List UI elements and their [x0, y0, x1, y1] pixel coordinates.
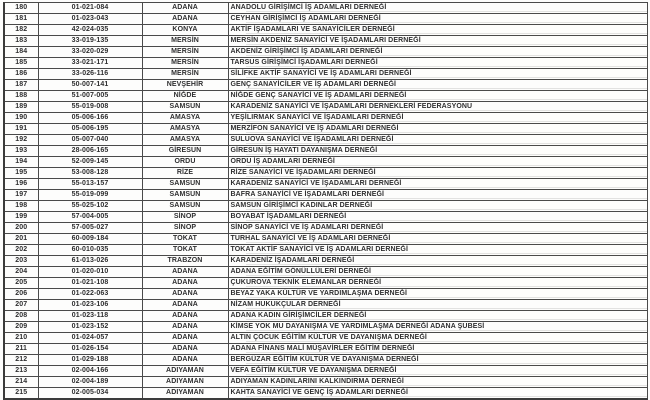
row-number-cell: 181 [4, 14, 38, 25]
city-cell: ADANA [142, 267, 228, 278]
registration-code-cell: 57-004-005 [38, 212, 142, 223]
table-row [4, 69, 648, 80]
registration-code-cell: 51-007-005 [38, 91, 142, 102]
row-number-cell: 191 [4, 124, 38, 135]
table-row [4, 47, 648, 58]
registration-code-cell: 55-019-008 [38, 102, 142, 113]
registration-code-cell: 55-013-157 [38, 179, 142, 190]
row-number-cell: 210 [4, 333, 38, 344]
registration-code-cell: 42-024-035 [38, 25, 142, 36]
table-row [4, 212, 648, 223]
association-name-cell: ALTIN ÇOCUK EĞİTİM KÜLTÜR VE DAYANIŞMA DERNEĞİ [228, 333, 648, 344]
city-cell: NEVŞEHİR [142, 80, 228, 91]
table-row [4, 113, 648, 124]
table-row [4, 300, 648, 311]
table-row [4, 14, 648, 25]
city-cell: NİĞDE [142, 91, 228, 102]
table-row [4, 124, 648, 135]
association-name-cell: SULUOVA SANAYİCİ VE İŞADAMLARI DERNEĞİ [228, 135, 648, 146]
table-row [4, 289, 648, 300]
association-name-cell: AKTİF İŞADAMLARI VE SANAYİCİLER DERNEĞİ [228, 25, 648, 36]
row-number-cell: 193 [4, 146, 38, 157]
row-number-cell: 204 [4, 267, 38, 278]
city-cell: TOKAT [142, 234, 228, 245]
registration-code-cell: 01-029-188 [38, 355, 142, 366]
row-number-cell: 207 [4, 300, 38, 311]
registration-code-cell: 33-026-116 [38, 69, 142, 80]
table-row [4, 135, 648, 146]
table-row [4, 146, 648, 157]
registration-code-cell: 01-026-154 [38, 344, 142, 355]
table-row [4, 311, 648, 322]
association-name-cell: NİĞDE GENÇ SANAYİCİ VE İŞ ADAMLARI DERNEĞİ [228, 91, 648, 102]
row-number-cell: 183 [4, 36, 38, 47]
table-row [4, 322, 648, 333]
association-name-cell: ANADOLU GİRİŞİMCİ İŞ ADAMLARI DERNEĞİ [228, 3, 648, 14]
row-number-cell: 202 [4, 245, 38, 256]
city-cell: ADANA [142, 344, 228, 355]
row-number-cell: 213 [4, 366, 38, 377]
city-cell: AMASYA [142, 135, 228, 146]
registration-code-cell: 55-019-099 [38, 190, 142, 201]
city-cell: ADANA [142, 278, 228, 289]
registration-code-cell: 01-023-043 [38, 14, 142, 25]
table-row [4, 190, 648, 201]
row-number-cell: 195 [4, 168, 38, 179]
row-number-cell: 186 [4, 69, 38, 80]
association-name-cell: SAMSUN GİRİŞİMCİ KADINLAR DERNEĞİ [228, 201, 648, 212]
city-cell: SAMSUN [142, 102, 228, 113]
association-name-cell: ORDU İŞ ADAMLARI DERNEĞİ [228, 157, 648, 168]
row-number-cell: 188 [4, 91, 38, 102]
association-name-cell: VEFA EĞİTİM KÜLTÜR VE DAYANIŞMA DERNEĞİ [228, 366, 648, 377]
table-row [4, 36, 648, 47]
city-cell: ADANA [142, 3, 228, 14]
registration-code-cell: 01-021-108 [38, 278, 142, 289]
table-row [4, 333, 648, 344]
city-cell: ADANA [142, 355, 228, 366]
association-name-cell: SİNOP SANAYİCİ VE İŞ ADAMLARI DERNEĞİ [228, 223, 648, 234]
registration-code-cell: 33-020-029 [38, 47, 142, 58]
registration-code-cell: 61-013-026 [38, 256, 142, 267]
registration-code-cell: 02-004-189 [38, 377, 142, 388]
city-cell: SAMSUN [142, 190, 228, 201]
association-name-cell: MERSİN AKDENİZ SANAYİCİ VE İŞADAMLARI DERNEĞİ [228, 36, 648, 47]
associations-registry-table [3, 2, 648, 400]
row-number-cell: 201 [4, 234, 38, 245]
city-cell: TOKAT [142, 245, 228, 256]
registration-code-cell: 02-005-034 [38, 388, 142, 400]
city-cell: ADIYAMAN [142, 377, 228, 388]
association-name-cell: MERZİFON SANAYİCİ VE İŞ ADAMLARI DERNEĞİ [228, 124, 648, 135]
registration-code-cell: 33-019-135 [38, 36, 142, 47]
table-row [4, 355, 648, 366]
city-cell: MERSİN [142, 36, 228, 47]
registration-code-cell: 33-021-171 [38, 58, 142, 69]
row-number-cell: 180 [4, 3, 38, 14]
table-row [4, 80, 648, 91]
registration-code-cell: 50-007-141 [38, 80, 142, 91]
row-number-cell: 185 [4, 58, 38, 69]
city-cell: ADANA [142, 311, 228, 322]
registration-code-cell: 60-010-035 [38, 245, 142, 256]
table-row [4, 234, 648, 245]
city-cell: MERSİN [142, 69, 228, 80]
association-name-cell: GİRESUN İŞ HAYATI DAYANIŞMA DERNEĞİ [228, 146, 648, 157]
city-cell: AMASYA [142, 113, 228, 124]
table-row [4, 256, 648, 267]
city-cell: GİRESUN [142, 146, 228, 157]
city-cell: ADIYAMAN [142, 366, 228, 377]
table-row [4, 278, 648, 289]
city-cell: AMASYA [142, 124, 228, 135]
association-name-cell: KARADENİZ SANAYİCİ VE İŞADAMLARI DERNEĞİ [228, 179, 648, 190]
registration-code-cell: 52-009-145 [38, 157, 142, 168]
city-cell: ADIYAMAN [142, 388, 228, 400]
registration-code-cell: 05-006-166 [38, 113, 142, 124]
association-name-cell: ADIYAMAN KADINLARINI KALKINDIRMA DERNEĞİ [228, 377, 648, 388]
registration-code-cell: 55-025-102 [38, 201, 142, 212]
city-cell: ADANA [142, 333, 228, 344]
association-name-cell: ADANA FİNANS MALİ MÜŞAVİRLER EĞİTİM DERNEĞİ [228, 344, 648, 355]
row-number-cell: 190 [4, 113, 38, 124]
row-number-cell: 187 [4, 80, 38, 91]
association-name-cell: CEYHAN GİRİŞİMCİ İŞ ADAMLARI DERNEĞİ [228, 14, 648, 25]
row-number-cell: 205 [4, 278, 38, 289]
row-number-cell: 194 [4, 157, 38, 168]
registration-code-cell: 01-023-106 [38, 300, 142, 311]
association-name-cell: AKDENİZ GİRİŞİMCİ İŞ ADAMLARI DERNEĞİ [228, 47, 648, 58]
registration-code-cell: 05-006-195 [38, 124, 142, 135]
row-number-cell: 214 [4, 377, 38, 388]
association-name-cell: TURHAL SANAYİCİ VE İŞ ADAMLARI DERNEĞİ [228, 234, 648, 245]
row-number-cell: 197 [4, 190, 38, 201]
association-name-cell: YEŞİLIRMAK SANAYİCİ VE İŞADAMLARI DERNEĞİ [228, 113, 648, 124]
city-cell: RİZE [142, 168, 228, 179]
association-name-cell: ADANA KADIN GİRİŞİMCİLER DERNEĞİ [228, 311, 648, 322]
registration-code-cell: 02-004-166 [38, 366, 142, 377]
table-row [4, 91, 648, 102]
registration-code-cell: 01-022-063 [38, 289, 142, 300]
row-number-cell: 192 [4, 135, 38, 146]
association-name-cell: BEYAZ YAKA KÜLTÜR VE YARDIMLAŞMA DERNEĞİ [228, 289, 648, 300]
association-name-cell: SİLİFKE AKTİF SANAYİCİ VE İŞ ADAMLARI DERNEĞİ [228, 69, 648, 80]
row-number-cell: 182 [4, 25, 38, 36]
association-name-cell: GENÇ SANAYİCİLER VE İŞ ADAMLARI DERNEĞİ [228, 80, 648, 91]
association-name-cell: TARSUS GİRİŞİMCİ İŞADAMLARI DERNEĞİ [228, 58, 648, 69]
row-number-cell: 200 [4, 223, 38, 234]
table-row [4, 377, 648, 388]
city-cell: ADANA [142, 322, 228, 333]
registration-code-cell: 01-023-152 [38, 322, 142, 333]
city-cell: ADANA [142, 300, 228, 311]
city-cell: MERSİN [142, 58, 228, 69]
table-row [4, 201, 648, 212]
city-cell: ORDU [142, 157, 228, 168]
row-number-cell: 199 [4, 212, 38, 223]
association-name-cell: BAFRA SANAYİCİ VE İŞADAMLARI DERNEĞİ [228, 190, 648, 201]
city-cell: SAMSUN [142, 201, 228, 212]
association-name-cell: KARADENİZ SANAYİCİ VE İŞADAMLARI DERNEKLERİ FEDERASYONU [228, 102, 648, 113]
registration-code-cell: 01-021-084 [38, 3, 142, 14]
table-row [4, 179, 648, 190]
table-row [4, 245, 648, 256]
registration-code-cell: 60-009-184 [38, 234, 142, 245]
association-name-cell: TOKAT AKTİF SANAYİCİ VE İŞ ADAMLARI DERNEĞİ [228, 245, 648, 256]
registration-code-cell: 28-006-165 [38, 146, 142, 157]
table-row [4, 157, 648, 168]
city-cell: MERSİN [142, 47, 228, 58]
city-cell: ADANA [142, 289, 228, 300]
table-row [4, 3, 648, 14]
city-cell: TRABZON [142, 256, 228, 267]
row-number-cell: 209 [4, 322, 38, 333]
row-number-cell: 206 [4, 289, 38, 300]
row-number-cell: 189 [4, 102, 38, 113]
table-row [4, 102, 648, 113]
registration-code-cell: 57-005-027 [38, 223, 142, 234]
registration-code-cell: 01-024-057 [38, 333, 142, 344]
association-name-cell: KARADENİZ İŞADAMLARI DERNEĞİ [228, 256, 648, 267]
city-cell: ADANA [142, 14, 228, 25]
associations-table-body [4, 3, 648, 400]
row-number-cell: 198 [4, 201, 38, 212]
table-row [4, 366, 648, 377]
city-cell: SAMSUN [142, 179, 228, 190]
association-name-cell: NİZAM HUKUKÇULAR DERNEĞİ [228, 300, 648, 311]
city-cell: SİNOP [142, 212, 228, 223]
association-name-cell: ÇUKUROVA TEKNİK ELEMANLAR DERNEĞİ [228, 278, 648, 289]
row-number-cell: 208 [4, 311, 38, 322]
registration-code-cell: 05-007-040 [38, 135, 142, 146]
registration-code-cell: 01-020-010 [38, 267, 142, 278]
row-number-cell: 215 [4, 388, 38, 400]
table-row [4, 344, 648, 355]
table-row [4, 388, 648, 400]
association-name-cell: BOYABAT İŞADAMLARI DERNEĞİ [228, 212, 648, 223]
row-number-cell: 211 [4, 344, 38, 355]
row-number-cell: 184 [4, 47, 38, 58]
association-name-cell: BERGÜZAR EĞİTİM KÜLTÜR VE DAYANIŞMA DERNEĞİ [228, 355, 648, 366]
city-cell: SİNOP [142, 223, 228, 234]
table-row [4, 267, 648, 278]
table-row [4, 223, 648, 234]
association-name-cell: KİMSE YOK MU DAYANIŞMA VE YARDIMLAŞMA DERNEĞİ ADANA ŞUBESİ [228, 322, 648, 333]
table-row [4, 58, 648, 69]
association-name-cell: RİZE SANAYİCİ VE İŞADAMLARI DERNEĞİ [228, 168, 648, 179]
association-name-cell: KAHTA SANAYİCİ VE GENÇ İŞ ADAMLARI DERNEĞİ [228, 388, 648, 400]
registration-code-cell: 01-023-118 [38, 311, 142, 322]
table-row [4, 25, 648, 36]
row-number-cell: 212 [4, 355, 38, 366]
registration-code-cell: 53-008-128 [38, 168, 142, 179]
row-number-cell: 203 [4, 256, 38, 267]
city-cell: KONYA [142, 25, 228, 36]
table-row [4, 168, 648, 179]
association-name-cell: ADANA EĞİTİM GÖNÜLLÜLERİ DERNEĞİ [228, 267, 648, 278]
row-number-cell: 196 [4, 179, 38, 190]
